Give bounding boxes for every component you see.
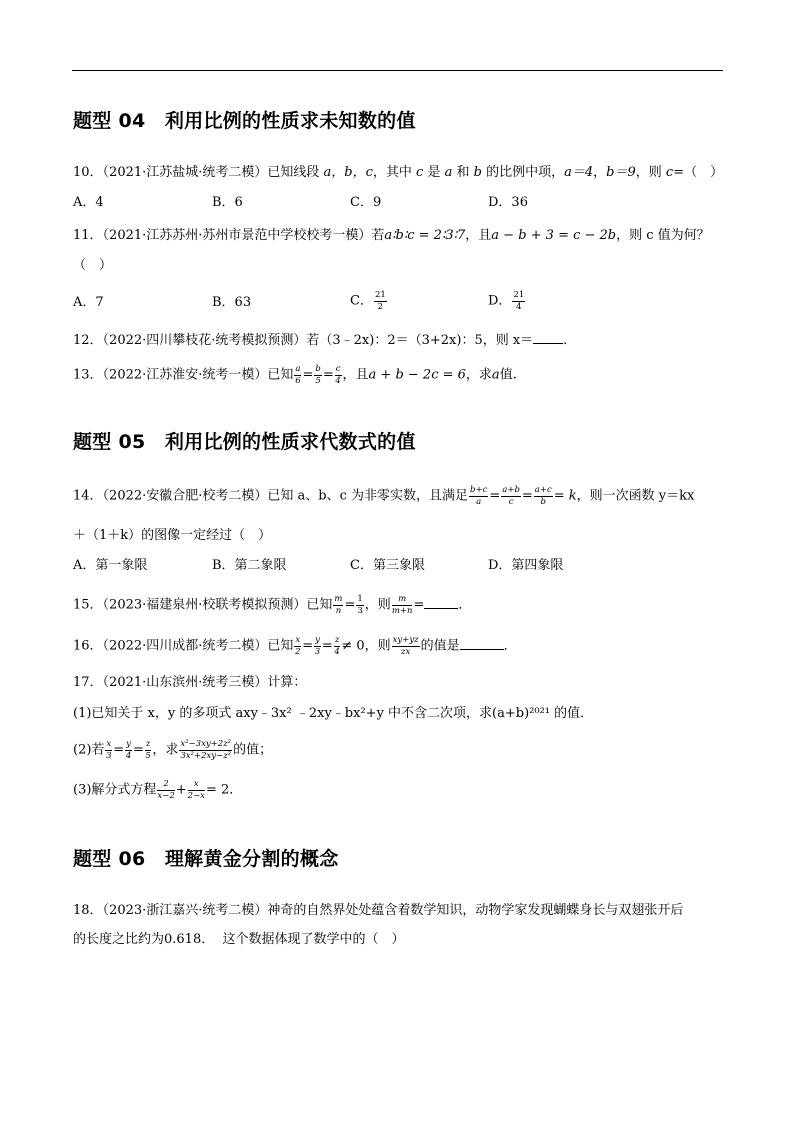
- question-17-part1: (1)已知关于 x，y 的多项式 axy﹣3x² ﹣2xy﹣bx²+y 中不含二次项，求(a+b)²⁰²¹ 的值．: [73, 706, 594, 721]
- question-15: 15．（2023·福建泉州·校联考模拟预测）已知 $\frac{m}{n}$ = $\frac{1}{3}$ ，则 $\frac{m}{m+n}$ = ．: [73, 594, 472, 616]
- question-17-part3: (3)解分式方程 $\frac{2}{x-2}$ + $\frac{x}{2-x}$ = 2．: [73, 779, 243, 801]
- question-18-line2: 的长度之比约为0.618． 这个数据体现了数学中的（ ）: [73, 932, 405, 947]
- question-17: 17．（2021·山东滨州·统考三模）计算：: [73, 675, 307, 690]
- question-16: 16．（2022·四川成都·统考二模）已知 $\frac{x}{2}$ = $\frac{y}{3}$ = $\frac{z}{4}$ ≠ 0，则 $\frac{xy+yz}{zx}$ 的值是 ．: [73, 635, 517, 657]
- question-13: 13．（2022·江苏淮安·统考一模）已知 $\frac{a}{6}$ = $\frac{b}{5}$ = $\frac{c}{4}$ ，且a + b − 2c = 6，求a值.: [73, 364, 517, 386]
- section-heading-04: 题型 04 利用比例的性质求未知数的值: [73, 110, 416, 132]
- question-14-line2: ＋（1＋k）的图像一定经过（ ）: [73, 528, 272, 543]
- q14-option-a: A．第一象限: [73, 558, 148, 573]
- q14-option-c: C．第三象限: [350, 558, 425, 573]
- answer-blank[interactable]: [460, 638, 504, 650]
- q11-option-c: C． $\frac{21}{2}$: [350, 290, 386, 312]
- q10-option-b: B．6: [212, 195, 243, 210]
- q11-option-b: B．63: [212, 295, 252, 310]
- question-14: 14．（2022·安徽合肥·校考二模）已知 a、b、c 为非零实数，且满足 $\frac{b+c}{a}$ = $\frac{a+b}{c}$ = $\frac{a+c}{b}$ = k，则一次函数 y＝kx: [73, 485, 695, 507]
- section-heading-06: 题型 06 理解黄金分割的概念: [73, 848, 339, 870]
- question-11: 11．（2021·江苏苏州·苏州市景范中学校校考一模）若a∶b∶c = 2∶3∶7，且a − b + 3 = c − 2b，则 c 值为何？: [73, 228, 710, 243]
- header-rule: [72, 70, 723, 71]
- answer-blank[interactable]: [533, 332, 563, 344]
- q10-option-c: C．9: [350, 195, 382, 210]
- q11-option-a: A．7: [73, 295, 104, 310]
- question-12: 12．（2022·四川攀枝花·统考模拟预测）若（3﹣2x)：2＝（3+2x)：5，则 x＝ ．: [73, 333, 577, 348]
- question-11-bracket: （ ）: [73, 258, 113, 273]
- q11-option-d: D． $\frac{21}{4}$: [488, 290, 525, 312]
- q14-option-d: D．第四象限: [488, 558, 564, 573]
- question-18-line1: 18．（2023·浙江嘉兴·统考二模）神奇的自然界处处蕴含着数学知识，动物学家发现蝴蝶身长与双翅张开后: [73, 903, 684, 918]
- question-10: 10．（2021·江苏盐城·统考二模）已知线段 a，b，c，其中 c 是 a 和 b 的比例中项，a＝4，b＝9，则 c=（ ）: [73, 165, 724, 180]
- q10-option-d: D．36: [488, 195, 528, 210]
- q10-option-a: A．4: [73, 195, 104, 210]
- section-heading-05: 题型 05 利用比例的性质求代数式的值: [73, 431, 416, 453]
- answer-blank[interactable]: [424, 597, 458, 609]
- q14-option-b: B．第二象限: [212, 558, 287, 573]
- question-17-part2: (2)若 $\frac{x}{3}$ = $\frac{y}{4}$ = $\frac{z}{5}$ ，求 $\frac{\text{x²−3xy+2z²}}{\text{3x²+2xy−z²}}$ 的值；: [73, 739, 273, 761]
